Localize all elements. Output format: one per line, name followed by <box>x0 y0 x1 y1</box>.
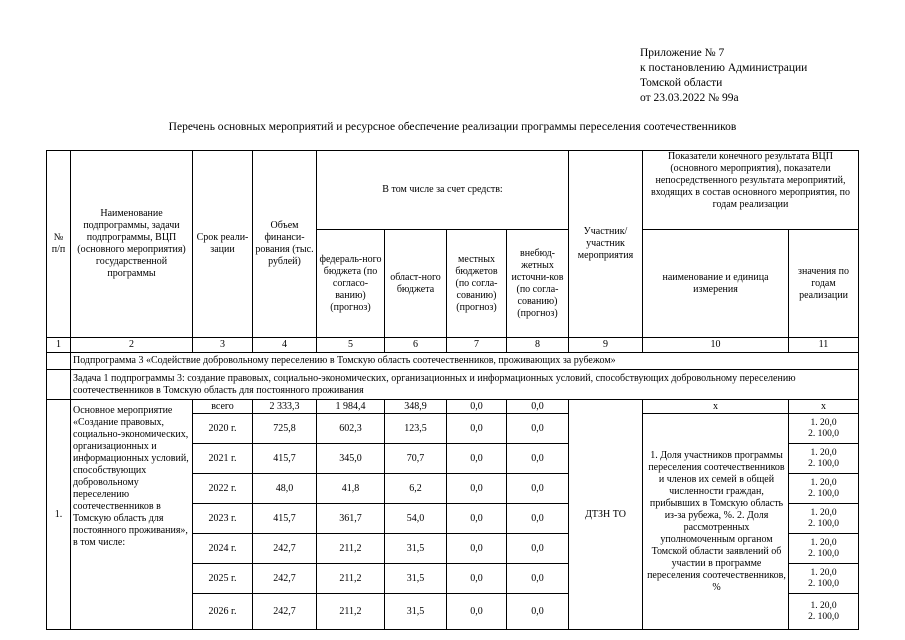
empty-cell <box>47 353 71 370</box>
appendix-block <box>640 46 807 106</box>
federal-cell: 602,3 <box>317 414 385 444</box>
federal-cell: 41,8 <box>317 474 385 504</box>
indicator-value-1: 1. 20,0 <box>810 567 837 578</box>
term-cell: 2022 г. <box>193 474 253 504</box>
federal-cell: 211,2 <box>317 564 385 594</box>
local-cell: 0,0 <box>447 444 507 474</box>
header-regional: област-ного бюджета <box>385 230 447 338</box>
federal-cell: 1 984,4 <box>317 400 385 414</box>
x-mark: х <box>789 400 859 414</box>
header-term: Срок реали-зации <box>193 151 253 338</box>
activity-num: 1. <box>47 400 71 630</box>
local-cell: 0,0 <box>447 564 507 594</box>
extra-cell: 0,0 <box>507 504 569 534</box>
volume-cell: 242,7 <box>253 594 317 630</box>
appendix-line: к постановлению Администрации <box>640 62 808 74</box>
extra-cell: 0,0 <box>507 400 569 414</box>
col-number: 6 <box>385 338 447 353</box>
volume-cell: 415,7 <box>253 504 317 534</box>
header-including: В том числе за счет средств: <box>317 151 569 230</box>
participant-cell: ДТЗН ТО <box>569 400 643 630</box>
extra-cell: 0,0 <box>507 474 569 504</box>
indicator-value-1: 1. 20,0 <box>810 537 837 548</box>
indicator-value-2: 2. 100,0 <box>808 458 839 469</box>
indicator-values <box>789 474 859 504</box>
federal-cell: 211,2 <box>317 534 385 564</box>
header-num: № п/п <box>47 151 71 338</box>
volume-cell: 725,8 <box>253 414 317 444</box>
col-number: 7 <box>447 338 507 353</box>
regional-cell: 31,5 <box>385 564 447 594</box>
col-number: 5 <box>317 338 385 353</box>
document-title: Перечень основных мероприятий и ресурсное обеспечение реализации программы переселения соотечественников <box>168 121 737 133</box>
task-title: Задача 1 подпрограммы 3: создание правовых, социально-экономических, организационных и информационных условий, способствующих добровольному переселению соотечественников в Томскую область для постоянного проживания <box>71 370 859 400</box>
subprogram-title: Подпрограмма 3 «Содействие добровольному переселению в Томскую область соотечественников, проживающих за рубежом» <box>71 353 859 370</box>
term-cell: 2026 г. <box>193 594 253 630</box>
indicator-value-2: 2. 100,0 <box>808 518 839 529</box>
header-volume: Объем финанси-рования (тыс. рублей) <box>253 151 317 338</box>
appendix-line: от 23.03.2022 № 99а <box>640 92 739 104</box>
federal-cell: 211,2 <box>317 594 385 630</box>
header-ind-name: наименование и единица измерения <box>643 230 789 338</box>
local-cell: 0,0 <box>447 400 507 414</box>
header-ind-values: значения по годам реализации <box>789 230 859 338</box>
col-number: 10 <box>643 338 789 353</box>
regional-cell: 123,5 <box>385 414 447 444</box>
col-number: 1 <box>47 338 71 353</box>
col-number: 8 <box>507 338 569 353</box>
header-name: Наименование подпрограммы, задачи подпрограммы, ВЦП (основного мероприятия) государственной программы <box>71 151 193 338</box>
header-extra: внебюд-жетных источни-ков (по согла-сованию) (прогноз) <box>507 230 569 338</box>
header-participant: Участник/ участник мероприятия <box>569 151 643 338</box>
col-number: 11 <box>789 338 859 353</box>
activities-table <box>46 150 859 630</box>
volume-cell: 415,7 <box>253 444 317 474</box>
regional-cell: 70,7 <box>385 444 447 474</box>
col-number: 9 <box>569 338 643 353</box>
local-cell: 0,0 <box>447 474 507 504</box>
term-cell: 2025 г. <box>193 564 253 594</box>
col-number: 4 <box>253 338 317 353</box>
federal-cell: 345,0 <box>317 444 385 474</box>
volume-cell: 242,7 <box>253 534 317 564</box>
term-cell: 2023 г. <box>193 504 253 534</box>
indicator-values <box>789 594 859 630</box>
indicator-value-1: 1. 20,0 <box>810 417 837 428</box>
local-cell: 0,0 <box>447 414 507 444</box>
regional-cell: 54,0 <box>385 504 447 534</box>
term-cell: 2024 г. <box>193 534 253 564</box>
extra-cell: 0,0 <box>507 414 569 444</box>
x-mark: х <box>643 400 789 414</box>
indicator-values <box>789 534 859 564</box>
activity-name: Основное мероприятие «Создание правовых, социально-экономических, организационных и информационных условий, способствующих добровольному переселению соотечественников в Томскую область для постоянного проживания», в том числе: <box>71 400 193 630</box>
local-cell: 0,0 <box>447 504 507 534</box>
volume-cell: 48,0 <box>253 474 317 504</box>
regional-cell: 6,2 <box>385 474 447 504</box>
appendix-line: Приложение № 7 <box>640 47 725 59</box>
volume-cell: 2 333,3 <box>253 400 317 414</box>
indicator-value-1: 1. 20,0 <box>810 600 837 611</box>
indicator-value-1: 1. 20,0 <box>810 477 837 488</box>
header-federal: федераль-ного бюджета (по согласо-ванию) (прогноз) <box>317 230 385 338</box>
term-cell: всего <box>193 400 253 414</box>
indicator-value-2: 2. 100,0 <box>808 488 839 499</box>
indicator-value-2: 2. 100,0 <box>808 611 839 622</box>
volume-cell: 242,7 <box>253 564 317 594</box>
local-cell: 0,0 <box>447 594 507 630</box>
local-cell: 0,0 <box>447 534 507 564</box>
indicator-values <box>789 564 859 594</box>
federal-cell: 361,7 <box>317 504 385 534</box>
regional-cell: 348,9 <box>385 400 447 414</box>
term-cell: 2020 г. <box>193 414 253 444</box>
extra-cell: 0,0 <box>507 444 569 474</box>
indicator-values <box>789 504 859 534</box>
indicator-values <box>789 414 859 444</box>
indicator-values <box>789 444 859 474</box>
regional-cell: 31,5 <box>385 534 447 564</box>
indicator-value-2: 2. 100,0 <box>808 548 839 559</box>
header-local: местных бюджетов (по согла-сованию) (прогноз) <box>447 230 507 338</box>
indicator-value-1: 1. 20,0 <box>810 447 837 458</box>
extra-cell: 0,0 <box>507 594 569 630</box>
header-indicators: Показатели конечного результата ВЦП (основного мероприятия), показатели непосредственного результата мероприятий, входящих в состав основного мероприятия, по годам реализации <box>643 151 859 230</box>
empty-cell <box>47 370 71 400</box>
extra-cell: 0,0 <box>507 534 569 564</box>
indicator-value-2: 2. 100,0 <box>808 428 839 439</box>
col-number: 3 <box>193 338 253 353</box>
term-cell: 2021 г. <box>193 444 253 474</box>
appendix-line: Томской области <box>640 77 723 89</box>
col-number: 2 <box>71 338 193 353</box>
indicator-value-1: 1. 20,0 <box>810 507 837 518</box>
extra-cell: 0,0 <box>507 564 569 594</box>
regional-cell: 31,5 <box>385 594 447 630</box>
indicator-text: 1. Доля участников программы переселения соотечественников и членов их семей в общей численности граждан, прибывших в Томскую область из-за рубежа, %. 2. Доля рассмотренных уполномоченным органом Томской области заявлений об участии в программе переселения соотечественников, % <box>643 414 789 630</box>
indicator-value-2: 2. 100,0 <box>808 578 839 589</box>
